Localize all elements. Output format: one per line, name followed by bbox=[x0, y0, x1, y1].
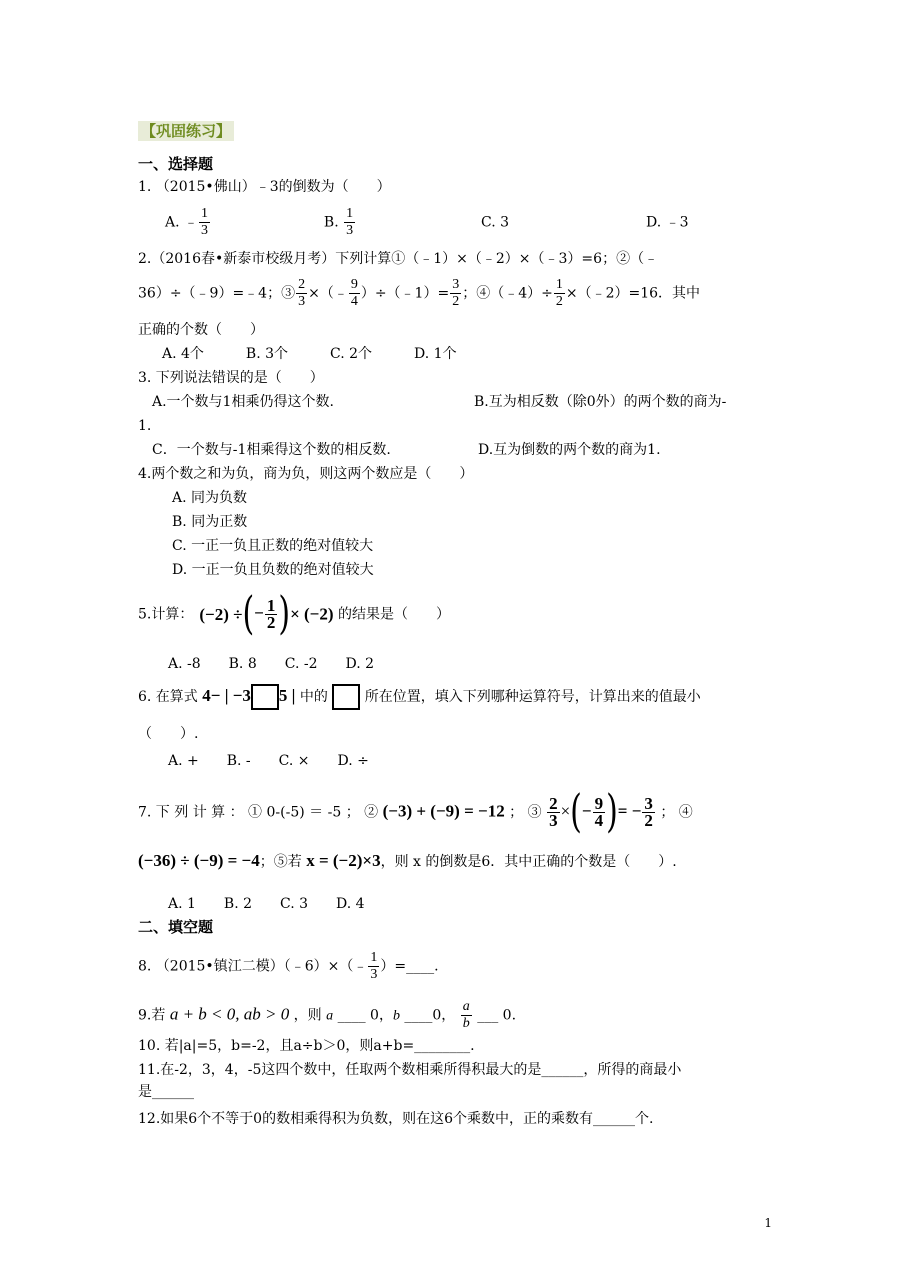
q7-line2: (−36) ÷ (−9) = −4；⑤若 x = (−2)×3，则 x 的倒数是6．其中正确的个数是（ ）. bbox=[138, 851, 677, 870]
header-label: 【巩固练习】 bbox=[138, 121, 234, 141]
q6-line2: （ ）. bbox=[138, 726, 199, 742]
q2-line3: 正确的个数（ ） bbox=[138, 322, 264, 338]
q3-option-b: B.互为相反数（除0外）的两个数的商为- bbox=[474, 394, 727, 410]
blank-box bbox=[251, 684, 279, 710]
q4-option-a: A. 同为负数 bbox=[172, 490, 248, 506]
q12: 12.如果6个不等于0的数相乘得积为负数，则在这6个乘数中，正的乘数有______个. bbox=[138, 1111, 654, 1127]
q2-options: A. 4个 B. 3个 C. 2个 D. 1个 bbox=[162, 346, 457, 362]
q1-options: A. ﹣ $\frac{1}{3}$ B. $\frac{1}{3}$ C. 3 D. ﹣3 bbox=[165, 206, 689, 238]
q3-stem: 3. 下列说法错误的是（ ） bbox=[138, 370, 324, 386]
q4-stem: 4.两个数之和为负，商为负，则这两个数应是（ ） bbox=[138, 466, 474, 482]
q8: 8. （2015•镇江二模）（﹣6）×（﹣ $\frac{1}{3}$ ）=____. bbox=[138, 950, 439, 982]
q9: 9.若 a + b < 0, ab > 0 ，则 a ____ 0，b ____0， $\frac{a}{b}$ ___ 0. bbox=[138, 999, 517, 1031]
q4-option-b: B. 同为正数 bbox=[172, 514, 248, 530]
q11-line2: 是______ bbox=[138, 1084, 194, 1100]
fraction: $\frac{1}{3}$ bbox=[346, 206, 354, 238]
q7-line1: 7. 下 列 计 算 ： ① 0-(-5) ＝ -5 ； ② (−3) + (−9) = −12 ； ③ $\frac{2}{3}$ ×(− $\frac{9}{4}$ )= − $\frac{3}{2}$ ； ④ bbox=[138, 785, 693, 838]
q6-options: A. + B. - C. × D. ÷ bbox=[168, 753, 369, 769]
section-title-choice: 一、选择题 bbox=[138, 155, 214, 173]
q6-stem: 6. 在算式 4− | −3 5 | 中的 所在位置，填入下列哪种运算符号，计算出来的值最小 bbox=[138, 684, 701, 710]
q11-line1: 11.在-2，3，4，-5这四个数中，任取两个数相乘所得积最大的是______，所得的商最小 bbox=[138, 1062, 682, 1078]
q1-stem: 1. （2015•佛山）﹣3的倒数为（ ） bbox=[138, 179, 391, 195]
q3-option-a: A.一个数与1相乘仍得这个数. bbox=[152, 394, 334, 410]
q4-option-d: D. 一正一负且负数的绝对值较大 bbox=[172, 562, 374, 578]
q2-line2: 36）÷（﹣9）=﹣4；③ $\frac{2}{3}$ ×（﹣ $\frac{9}{4}$ ）÷（﹣1）= $\frac{3}{2}$ ；④（﹣4）÷ $\frac{1}{2}$ ×（﹣2）=16．其中 bbox=[138, 277, 701, 309]
q2-line1: 2.（2016春•新泰市校级月考）下列计算①（﹣1）×（﹣2）×（﹣3）=6；②（﹣ bbox=[138, 251, 659, 267]
q3-option-c: C．一个数与-1相乘得这个数的相反数. bbox=[152, 442, 391, 458]
blank-box bbox=[332, 684, 360, 710]
q4-option-c: C. 一正一负且正数的绝对值较大 bbox=[172, 538, 374, 554]
q7-options: A. 1 B. 2 C. 3 D. 4 bbox=[168, 896, 365, 912]
q3-option-d: D.互为倒数的两个数的商为1. bbox=[478, 442, 661, 458]
q5-stem: 5.计算： (−2) ÷(− $\frac{1}{2}$ )× (−2) 的结果是（ ） bbox=[138, 587, 450, 640]
q10: 10. 若|a|=5，b=-2，且a÷b＞0，则a+b=________. bbox=[138, 1038, 475, 1054]
q3-option-b-cont: 1. bbox=[138, 418, 152, 434]
page-number: 1 bbox=[764, 1216, 772, 1230]
fraction: $\frac{1}{3}$ bbox=[201, 206, 209, 238]
section-title-fill: 二、填空题 bbox=[138, 918, 214, 936]
q5-options: A. -8 B. 8 C. -2 D. 2 bbox=[168, 656, 375, 672]
